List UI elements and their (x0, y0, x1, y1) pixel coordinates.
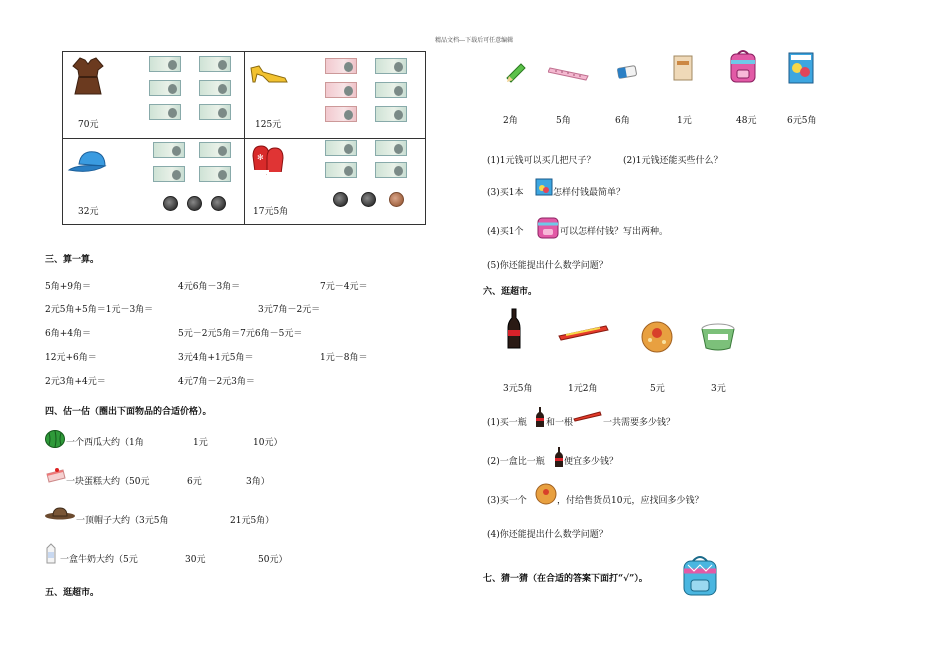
arithmetic-item: 1元－8角＝ (320, 353, 368, 363)
cap-icon (67, 148, 109, 176)
arithmetic-item: 3元4角+1元5角＝ (178, 353, 254, 363)
banknote (199, 56, 231, 72)
banknote (199, 104, 231, 120)
question: (1)1元钱可以买几把尺子？ (487, 156, 596, 166)
table-divider-horizontal (63, 138, 425, 139)
price-table (62, 51, 426, 225)
banknote (149, 104, 181, 120)
estimate-option: 10元） (253, 438, 283, 448)
banknote (153, 166, 185, 182)
price-label: 17元5角 (253, 207, 289, 217)
arithmetic-item: 4元6角－3角＝ (178, 282, 241, 292)
arithmetic-item: 2元3角+4元＝ (45, 377, 106, 387)
estimate-option: 6元 (187, 477, 202, 487)
question: (1)买一瓶 (487, 418, 527, 428)
banknote (325, 58, 357, 74)
cola-icon (506, 308, 522, 350)
bread-icon (535, 483, 557, 505)
banknote (325, 82, 357, 98)
cake-icon (45, 466, 67, 484)
question: 便宜多少钱？ (564, 457, 619, 467)
question: 可以怎样付钱？写出两种。 (560, 227, 669, 237)
price-label: 5元 (650, 384, 665, 394)
price-label: 1元2角 (568, 384, 598, 394)
arithmetic-item: 3元7角－2元＝ (258, 305, 321, 315)
banknote (325, 106, 357, 122)
ice-cream-icon (700, 322, 736, 352)
dress-icon (71, 56, 105, 96)
question: ，付给售货员10元，应找回多少钱？ (557, 496, 704, 506)
sausage-icon (556, 322, 610, 342)
coin (333, 192, 348, 207)
banknote (375, 82, 407, 98)
estimate-option: 3角） (246, 477, 270, 487)
backpack-icon (728, 48, 758, 84)
bread-icon (640, 320, 674, 354)
arithmetic-item: 12元+6角＝ (45, 353, 97, 363)
cola-icon (535, 406, 545, 428)
question: (4)买1个 (487, 227, 524, 237)
section-4-title: 四、估一估（圈出下面物品的合适价格）。 (45, 407, 212, 417)
arithmetic-item: 6角+4角＝ (45, 329, 91, 339)
banknote (149, 56, 181, 72)
estimate-option: 1元 (193, 438, 208, 448)
question: (2)一盒比一瓶 (487, 457, 545, 467)
price-label: 32元 (78, 207, 99, 217)
coin (187, 196, 202, 211)
estimate-option: 30元 (185, 555, 206, 565)
backpack-icon (680, 553, 720, 597)
banknote (325, 162, 357, 178)
high-heel-icon (249, 64, 289, 84)
price-label: 125元 (255, 120, 282, 130)
ruler-icon (548, 64, 590, 82)
notebook-icon (673, 55, 693, 81)
section-5-title: 五、逛超市。 (45, 588, 100, 598)
price-label: 6角 (615, 116, 630, 126)
question: 和一根 (546, 418, 574, 428)
arithmetic-item: 7元－4元＝ (320, 282, 368, 292)
estimate-item: 一块蛋糕大约（50元 (66, 477, 150, 487)
banknote (199, 166, 231, 182)
section-7-title: 七、猜一猜（在合适的答案下面打“√”）。 (483, 574, 648, 584)
price-label: 2角 (503, 116, 518, 126)
picture-book-icon (535, 178, 553, 196)
section-6-title: 六、逛超市。 (483, 287, 538, 297)
backpack-icon (536, 214, 560, 240)
svg-text:✻: ✻ (257, 153, 264, 162)
question: (2)1元钱还能买些什么？ (623, 156, 723, 166)
banknote (199, 142, 231, 158)
price-label: 1元 (677, 116, 692, 126)
banknote (375, 140, 407, 156)
arithmetic-item: 5角+9角＝ (45, 282, 91, 292)
estimate-item: 一个西瓜大约（1角 (66, 438, 144, 448)
banknote (375, 162, 407, 178)
sausage-icon (572, 410, 602, 422)
coin (163, 196, 178, 211)
coin (211, 196, 226, 211)
section-3-title: 三、算一算。 (45, 255, 100, 265)
mittens-icon (249, 142, 287, 178)
question: (4)你还能提出什么数学问题？ (487, 530, 608, 540)
banknote (325, 140, 357, 156)
picture-book-icon (788, 52, 814, 84)
question: (5)你还能提出什么数学问题？ (487, 261, 608, 271)
coin (361, 192, 376, 207)
banknote (375, 58, 407, 74)
estimate-option: 21元5角） (230, 516, 275, 526)
price-label: 3元5角 (503, 384, 533, 394)
question: (3)买1本 (487, 188, 524, 198)
eraser-icon (616, 64, 638, 80)
watermelon-icon (45, 430, 65, 448)
price-label: 3元 (711, 384, 726, 394)
question: (3)买一个 (487, 496, 527, 506)
banknote (375, 106, 407, 122)
price-label: 48元 (736, 116, 757, 126)
coin (389, 192, 404, 207)
milk-icon (45, 542, 57, 564)
arithmetic-item: 5元－2元5角＝7元6角－5元＝ (178, 329, 303, 339)
banknote (199, 80, 231, 96)
estimate-item: 一盒牛奶大约（5元 (60, 555, 138, 565)
banknote (149, 80, 181, 96)
price-label: 5角 (556, 116, 571, 126)
hat-icon (44, 506, 76, 520)
price-label: 70元 (78, 120, 99, 130)
question: 怎样付钱最简单？ (553, 188, 626, 198)
estimate-option: 50元） (258, 555, 288, 565)
page-header: 精品文档---下载后可任意编辑 (435, 37, 514, 44)
price-label: 6元5角 (787, 116, 817, 126)
banknote (153, 142, 185, 158)
pencil-icon (505, 60, 529, 84)
question: 一共需要多少钱？ (603, 418, 676, 428)
cola-icon (554, 446, 564, 468)
arithmetic-item: 2元5角+5角＝1元－3角＝ (45, 305, 154, 315)
arithmetic-item: 4元7角－2元3角＝ (178, 377, 255, 387)
estimate-item: 一顶帽子大约（3元5角 (76, 516, 169, 526)
